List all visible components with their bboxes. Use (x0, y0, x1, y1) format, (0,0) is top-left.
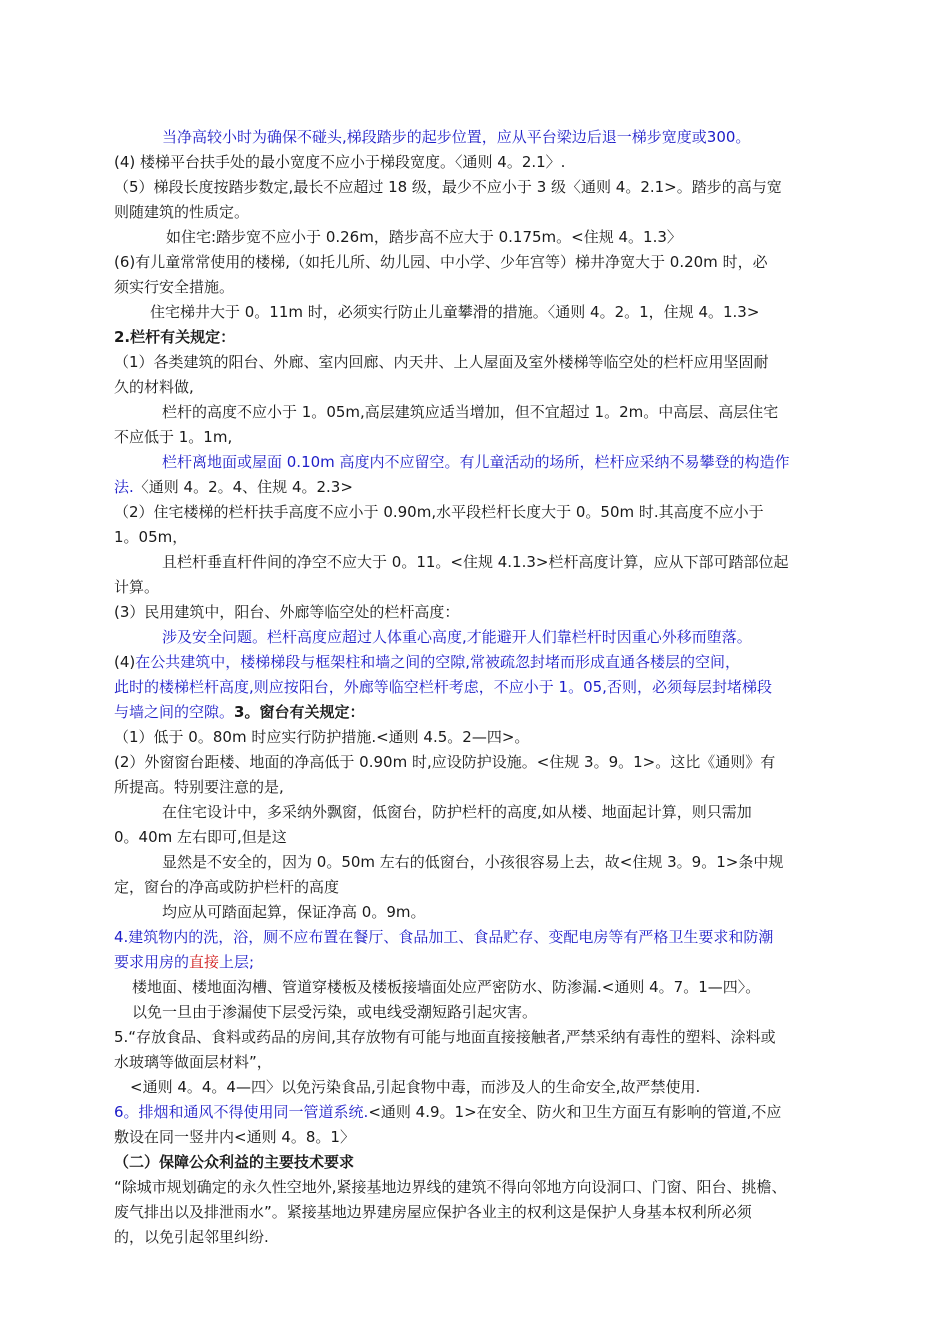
text-segment: 直接 (189, 953, 220, 971)
text-line (114, 577, 159, 597)
text-line (114, 677, 772, 697)
text-line (114, 1177, 787, 1197)
text-line (114, 1027, 776, 1047)
text-line (162, 127, 750, 147)
text-line (162, 902, 425, 922)
text-segment: (6)有儿童常常使用的楼梯,（如托儿所、幼儿园、中小学、少年宫等）梯井净宽大于 0.20m 时，必 (114, 253, 768, 271)
text-line (114, 527, 187, 547)
text-segment: (4) (114, 653, 136, 671)
text-line (114, 827, 287, 847)
text-segment: 2.栏杆有关规定： (114, 328, 236, 346)
text-line (114, 477, 353, 497)
text-line (130, 1077, 700, 1097)
text-line (114, 752, 775, 772)
text-segment: 栏杆的高度不应小于 1。05m,高层建筑应适当增加，但不宜超过 1。2m。中高层、高层住宅 (162, 403, 779, 421)
text-segment: 4.建筑物内的洗，浴，厕不应布置在餐厅、食品加工、食品贮存、变配电房等有严格卫生要求和防潮 (114, 928, 774, 946)
text-line (114, 152, 565, 172)
text-line (114, 202, 249, 222)
text-segment: “除城市规划确定的永久性空地外,紧接基地边界线的建筑不得向邻地方向设洞口、门窗、阳台、挑檐、 (114, 1178, 787, 1196)
text-segment: （1）各类建筑的阳台、外廊、室内回廊、内天井、上人屋面及室外楼梯等临空处的栏杆应用坚固耐 (114, 353, 769, 371)
section-heading (114, 327, 235, 347)
text-line (162, 627, 752, 647)
text-line (114, 177, 782, 197)
text-segment: 定，窗台的净高或防护栏杆的高度 (114, 878, 340, 896)
text-line (114, 877, 339, 897)
text-segment: 此时的楼梯栏杆高度,则应按阳台，外廊等临空栏杆考虑，不应小于 1。05,否则，必须每层封堵梯段 (114, 678, 772, 696)
text-line (114, 377, 194, 397)
text-segment: (2）外窗窗台距楼、地面的净高低于 0.90m 时,应设防护设施。<住规 3。9。1>。这比《通则》有 (114, 753, 776, 771)
text-line (114, 352, 769, 372)
text-segment: <通则 4。4。4—四〉以免污染食品,引起食物中毒，而涉及人的生命安全,故严禁使用. (130, 1078, 701, 1096)
text-line (114, 1202, 752, 1222)
text-segment: 与墙之间的空隙。 (114, 703, 235, 721)
text-line (114, 1052, 272, 1072)
text-segment: 楼地面、楼地面沟槽、管道穿楼板及楼板接墙面处应严密防水、防渗漏.<通则 4。7。1—四〉。 (132, 978, 761, 996)
text-segment: 不应低于 1。1m, (114, 428, 233, 446)
text-segment: 所提高。特别要注意的是, (114, 778, 284, 796)
text-segment: (3）民用建筑中，阳台、外廊等临空处的栏杆高度： (114, 603, 460, 621)
text-segment: 且栏杆垂直杆件间的净空不应大于 0。11。<住规 4.1.3>栏杆高度计算，应从下部可踏部位起 (162, 553, 789, 571)
text-line (114, 1102, 781, 1122)
text-line (114, 702, 364, 722)
text-segment: （1）低于 0。80m 时应实行防护措施.<通则 4.5。2—四>。 (114, 728, 530, 746)
text-line (166, 227, 682, 247)
text-segment: 在住宅设计中，多采纳外飘窗，低窗台，防护栏杆的高度,如从楼、地面起计算，则只需加 (162, 803, 752, 821)
text-segment: 显然是不安全的，因为 0。50m 左右的低窗台，小孩很容易上去，故<住规 3。9。1>条中规 (162, 853, 784, 871)
text-segment: <通则 4.9。1>在安全、防火和卫生方面互有影响的管道,不应 (368, 1103, 782, 1121)
text-segment: （二）保障公众利益的主要技术要求 (114, 1153, 355, 1171)
section-heading: 3。窗台有关规定： (234, 703, 365, 721)
text-segment: （5）梯段长度按踏步数定,最长不应超过 18 级，最少不应小于 3 级〈通则 4。2.1>。踏步的高与宽 (114, 178, 782, 196)
text-line (150, 302, 759, 322)
text-line (114, 727, 529, 747)
text-segment: 敷设在同一竖井内<通则 4。8。1〉 (114, 1128, 355, 1146)
text-segment: 以免一旦由于渗漏使下层受污染，或电线受潮短路引起灾害。 (132, 1003, 538, 1021)
text-segment: 〈通则 4。2。4、住规 4。2.3> (133, 478, 353, 496)
text-segment: 6。排烟和通风不得使用同一管道系统. (114, 1103, 369, 1121)
text-segment: 均应从可踏面起算，保证净高 0。9m。 (162, 903, 426, 921)
text-segment: 法. (114, 478, 134, 496)
text-segment: 废气排出以及排泄雨水”。紧接基地边界建房屋应保护各业主的权利这是保护人身基本权利所必须 (114, 1203, 752, 1221)
text-line (114, 652, 740, 672)
text-line (162, 802, 752, 822)
text-line (114, 777, 284, 797)
text-segment: 5.“存放食品、食料或药品的房间,其存放物有可能与地面直接接触者,严禁采纳有毒性的塑料、涂料或 (114, 1028, 776, 1046)
text-segment: 住宅梯井大于 0。11m 时，必须实行防止儿童攀滑的措施。〈通则 4。2。1，住规 4。1.3> (150, 303, 760, 321)
text-segment: 在公共建筑中，楼梯梯段与框架柱和墙之间的空隙,常被疏忽封堵而形成直通各楼层的空间， (135, 653, 741, 671)
text-line (162, 552, 788, 572)
text-segment: 水玻璃等做面层材料”， (114, 1053, 272, 1071)
text-line (114, 952, 254, 972)
text-segment: 栏杆离地面或屋面 0.10m 高度内不应留空。有儿童活动的场所，栏杆应采纳不易攀登的构造作 (162, 453, 790, 471)
text-line (114, 927, 773, 947)
text-segment: (4) 楼梯平台扶手处的最小宽度不应小于梯段宽度。〈通则 4。2.1〉. (114, 153, 566, 171)
text-segment: 久的材料做, (114, 378, 194, 396)
text-line (132, 1002, 537, 1022)
text-line (132, 977, 760, 997)
text-line (114, 502, 764, 522)
text-segment: 上层; (219, 953, 255, 971)
text-segment: 的，以免引起邻里纠纷. (114, 1228, 269, 1246)
section-heading (114, 1152, 354, 1172)
text-line (162, 452, 790, 472)
text-line (114, 1227, 269, 1247)
text-segment: 则随建筑的性质定。 (114, 203, 250, 221)
text-segment: 涉及安全问题。栏杆高度应超过人体重心高度,才能避开人们靠栏杆时因重心外移而堕落。 (162, 628, 752, 646)
text-segment: 要求用房的 (114, 953, 190, 971)
text-segment: 1。05m， (114, 528, 188, 546)
text-line (114, 1127, 355, 1147)
text-segment: 当净高较小时为确保不碰头,梯段踏步的起步位置，应从平台梁边后退一梯步宽度或300。 (162, 128, 751, 146)
text-line (114, 252, 768, 272)
text-line (162, 402, 778, 422)
text-line (114, 277, 234, 297)
text-segment: 须实行安全措施。 (114, 278, 235, 296)
text-segment: （2）住宅楼梯的栏杆扶手高度不应小于 0.90m,水平段栏杆长度大于 0。50m 时.其高度不应小于 (114, 503, 764, 521)
text-line (114, 427, 232, 447)
text-line (162, 852, 783, 872)
text-segment: 0。40m 左右即可,但是这 (114, 828, 287, 846)
text-line (114, 602, 459, 622)
text-segment: 如住宅:踏步宽不应小于 0.26m，踏步高不应大于 0.175m。<住规 4。1.3〉 (166, 228, 682, 246)
text-segment: 计算。 (114, 578, 160, 596)
